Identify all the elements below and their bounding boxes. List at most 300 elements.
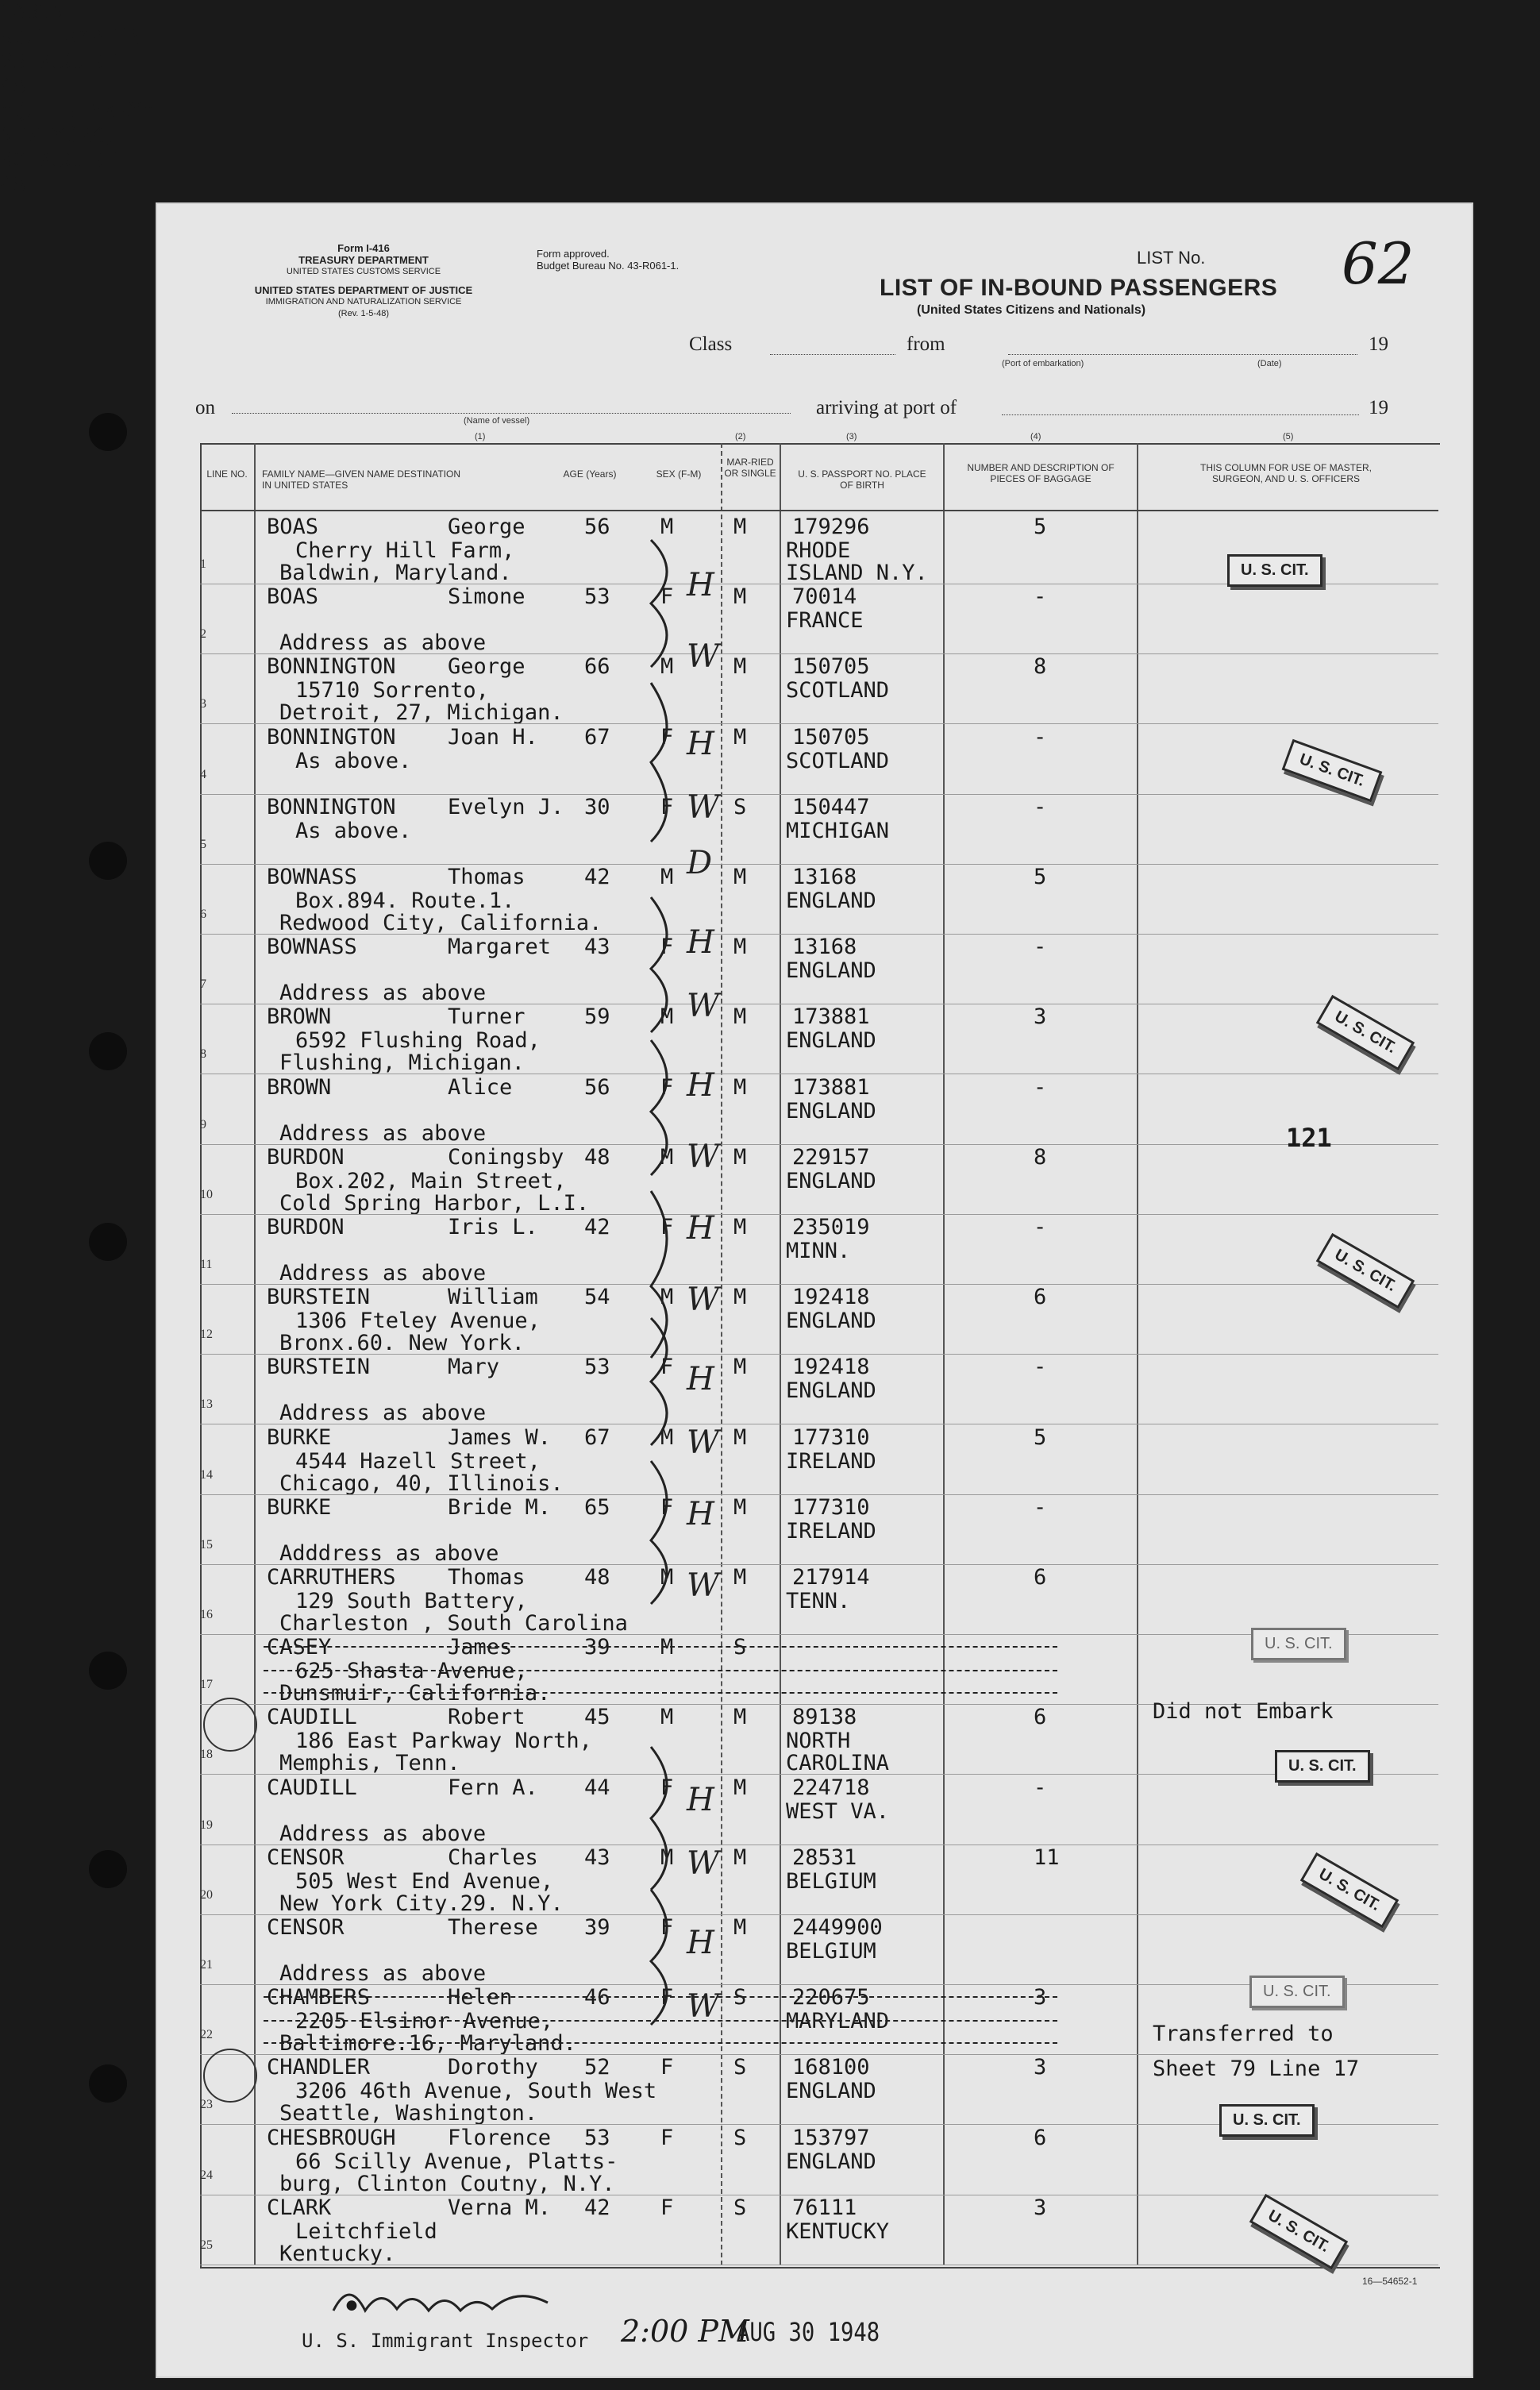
marital-status: M <box>733 1355 747 1380</box>
table-row <box>200 1285 1438 1355</box>
family-name: BOAS <box>267 584 319 610</box>
age: 67 <box>584 724 610 750</box>
family-name: CHANDLER <box>267 2055 371 2080</box>
passport-number: 13168 <box>792 865 857 889</box>
address-line-1: 129 South Battery, <box>295 1589 528 1613</box>
col-header-passport: U. S. PASSPORT NO. PLACE OF BIRTH <box>798 468 926 491</box>
inspector-label: U. S. Immigrant Inspector <box>302 2330 589 2352</box>
place-of-birth: ENGLAND <box>786 1378 876 1404</box>
sex: M <box>660 1845 674 1870</box>
place-of-birth: ENGLAND <box>786 889 876 913</box>
svg-text:H: H <box>687 1496 714 1532</box>
form-revision: (Rev. 1-5-48) <box>338 309 389 318</box>
class-value: CABIN <box>0 0 65 25</box>
svg-text:W: W <box>687 1988 720 2025</box>
did-not-embark-note: Did not Embark <box>1153 1699 1334 1724</box>
place-of-birth-2: CAROLINA <box>786 1751 890 1776</box>
col-header-sex: SEX (F-M) <box>656 468 702 480</box>
baggage-count: - <box>1034 1215 1047 1239</box>
given-name: James <box>448 1635 513 1660</box>
age: 56 <box>584 1074 610 1100</box>
age: 43 <box>584 1845 610 1870</box>
family-name: BURDON <box>267 1144 345 1170</box>
from-label: from <box>907 333 945 355</box>
table-row <box>200 1425 1438 1495</box>
marital-status: M <box>733 1144 747 1170</box>
address-line-1: 15710 Sorrento, <box>295 678 489 704</box>
table-row <box>200 935 1438 1004</box>
place-of-birth: ENGLAND <box>786 2149 876 2174</box>
arrival-year: 48. <box>0 172 39 197</box>
arrival-year-prefix: 19 <box>1369 397 1388 418</box>
place-of-birth: BELGIUM <box>786 1868 876 1894</box>
given-name: Helen <box>448 1985 513 2010</box>
family-name: BONNINGTON <box>267 794 396 819</box>
svg-text:H: H <box>687 1782 714 1818</box>
passport-number: 150705 <box>792 654 870 680</box>
place-of-birth: ENGLAND <box>786 1168 876 1193</box>
passport-number: 224718 <box>792 1775 870 1800</box>
transferred-note-1: Transferred to <box>1153 2022 1334 2046</box>
family-name: CAUDILL <box>267 1775 357 1800</box>
family-name: BROWN <box>267 1004 332 1030</box>
given-name: Charles <box>448 1845 538 1870</box>
sex: M <box>660 1144 674 1170</box>
address-line-2: Address as above <box>279 1961 487 1986</box>
given-name: Simone <box>448 584 526 610</box>
baggage-count: 3 <box>1034 2195 1047 2220</box>
given-name: Therese <box>448 1915 538 1940</box>
svg-text:W: W <box>687 1424 720 1461</box>
passport-number: 13168 <box>792 935 857 960</box>
passport-number: 150705 <box>792 724 870 750</box>
passport-number: 173881 <box>792 1004 870 1030</box>
given-name: Verna M. <box>448 2195 552 2220</box>
svg-text:H: H <box>687 1361 714 1397</box>
sex: F <box>660 1915 674 1940</box>
sex: F <box>660 1074 674 1100</box>
col-header-age: AGE (Years) <box>563 468 617 480</box>
embarkation-date: 25 AUGUST <box>0 49 117 74</box>
baggage-count: 3 <box>1034 1985 1047 2010</box>
given-name: Iris L. <box>448 1215 538 1239</box>
passport-number: 173881 <box>792 1074 870 1100</box>
address-line-1: 186 East Parkway North, <box>295 1729 592 1754</box>
age: 59 <box>584 1004 610 1030</box>
baggage-count: - <box>1034 1775 1047 1800</box>
binder-hole <box>89 1652 127 1690</box>
passport-number: 192418 <box>792 1355 870 1380</box>
place-of-birth: ENGLAND <box>786 1309 876 1334</box>
col-header-officers: THIS COLUMN FOR USE OF MASTER, SURGEON, AND U. S. OFFICERS <box>1199 462 1372 484</box>
strike-through-line <box>264 2042 1057 2044</box>
age: 66 <box>584 654 610 680</box>
sex: F <box>660 724 674 750</box>
age: 43 <box>584 935 610 960</box>
baggage-count: 6 <box>1034 1285 1047 1310</box>
line-number: 21 <box>200 1958 213 1972</box>
baggage-count: - <box>1034 794 1047 819</box>
given-name: Joan H. <box>448 724 538 750</box>
line-number: 14 <box>200 1467 213 1482</box>
place-of-birth: TENN. <box>786 1589 851 1613</box>
address-line-2: Seattle, Washington. <box>279 2101 538 2126</box>
line-number: 19 <box>200 1818 213 1832</box>
line-number: 2 <box>200 627 206 642</box>
address-line-2: Chicago, 40, Illinois. <box>279 1471 564 1496</box>
passport-number: 2449900 <box>792 1915 883 1940</box>
baggage-count: - <box>1034 935 1047 960</box>
sex: F <box>660 2125 674 2150</box>
line-number: 8 <box>200 1047 206 1062</box>
passport-number: 177310 <box>792 1424 870 1450</box>
baggage-count: 3 <box>1034 1004 1047 1030</box>
col-num-2: (2) <box>735 432 746 441</box>
given-name: George <box>448 515 526 539</box>
place-of-birth: MARYLAND <box>786 2009 890 2034</box>
line-number: 25 <box>200 2238 213 2252</box>
address-line-2: Memphis, Tenn. <box>279 1751 460 1776</box>
inspector-signature-scribble <box>325 2279 564 2326</box>
marital-status: S <box>733 1985 747 2010</box>
given-name: Turner <box>448 1004 526 1030</box>
age: 30 <box>584 794 610 819</box>
binder-hole <box>89 2064 127 2103</box>
svg-text:H: H <box>687 1067 714 1104</box>
place-of-birth: FRANCE <box>786 608 864 634</box>
address-line-1: Leitchfield <box>295 2218 437 2244</box>
given-name: Dorothy <box>448 2055 538 2080</box>
marital-status: M <box>733 1915 747 1940</box>
baggage-count: 5 <box>1034 865 1047 889</box>
table-row <box>200 1775 1438 1845</box>
date-caption: (Date) <box>1257 359 1282 368</box>
table-row <box>200 2195 1438 2265</box>
family-name: BURSTEIN <box>267 1285 371 1310</box>
us-cit-stamp: U. S. CIT. <box>1316 1233 1415 1309</box>
line-number: 12 <box>200 1328 213 1342</box>
table-row <box>200 1845 1438 1915</box>
sex: F <box>660 2195 674 2220</box>
marital-status: S <box>733 2055 747 2080</box>
given-name: James W. <box>448 1424 552 1450</box>
marital-status: M <box>733 1705 747 1730</box>
line-number: 18 <box>200 1748 213 1762</box>
sex: M <box>660 1565 674 1590</box>
place-of-birth: SCOTLAND <box>786 678 890 704</box>
table-row <box>200 1565 1438 1635</box>
given-name: Coningsby <box>448 1144 564 1170</box>
family-name: BOWNASS <box>267 935 357 960</box>
table-row <box>200 584 1438 654</box>
place-of-birth: RHODE <box>786 538 851 563</box>
address-line-2: New York City.29. N.Y. <box>279 1891 564 1916</box>
given-name: Florence <box>448 2125 552 2150</box>
address-line-2: Dunsmuir, California. <box>279 1681 551 1706</box>
line-number: 3 <box>200 697 206 711</box>
passport-number: 70014 <box>792 584 857 610</box>
svg-text:H: H <box>687 1925 714 1961</box>
on-label: on <box>195 397 215 418</box>
line-number: 10 <box>200 1187 213 1201</box>
sex: M <box>660 1285 674 1310</box>
given-name: Fern A. <box>448 1775 538 1800</box>
passport-number: 192418 <box>792 1285 870 1310</box>
table-row <box>200 725 1438 795</box>
table-row <box>200 1004 1438 1074</box>
address-line-1: As above. <box>295 818 412 843</box>
binder-hole <box>89 1032 127 1070</box>
us-cit-stamp: U. S. CIT. <box>1227 554 1322 587</box>
col-header-married: MAR-RIED OR SINGLE <box>724 457 776 479</box>
family-name: BURDON <box>267 1215 345 1239</box>
address-line-2: Redwood City, California. <box>279 911 603 935</box>
address-line-1: Box.894. Route.1. <box>295 889 515 913</box>
age: 45 <box>584 1705 610 1730</box>
passport-number: 235019 <box>792 1215 870 1239</box>
address-line-1: 66 Scilly Avenue, Platts- <box>295 2149 618 2174</box>
line-number: 20 <box>200 1887 213 1902</box>
baggage-count: 6 <box>1034 2125 1047 2150</box>
address-line-2: Charleston , South Carolina <box>279 1611 628 1636</box>
embark-year: 48. <box>0 74 39 98</box>
given-name: Mary <box>448 1355 500 1380</box>
sex: F <box>660 1215 674 1239</box>
line-number: 24 <box>200 2168 213 2182</box>
baggage-count: 5 <box>1034 515 1047 539</box>
family-name: CARRUTHERS <box>267 1565 396 1590</box>
passport-number: 153797 <box>792 2125 870 2150</box>
binder-hole <box>89 1223 127 1261</box>
table-row <box>200 1145 1438 1215</box>
sex: F <box>660 1985 674 2010</box>
marital-status: M <box>733 584 747 610</box>
address-line-1: As above. <box>295 748 412 773</box>
arrival-port: NEW YORK, <box>0 123 117 148</box>
given-name: William <box>448 1285 538 1310</box>
family-name: CLARK <box>267 2195 332 2220</box>
line-number: 6 <box>200 908 206 921</box>
baggage-count: - <box>1034 1074 1047 1100</box>
address-line-2: Detroit, 27, Michigan. <box>279 700 564 726</box>
svg-text:W: W <box>687 789 720 826</box>
budget-bureau: Budget Bureau No. 43-R061-1. <box>537 260 680 272</box>
port-of-embarkation: SOUTHAMPTON <box>0 25 142 49</box>
place-of-birth: MICHIGAN <box>786 818 890 843</box>
given-name: Thomas <box>448 1565 526 1590</box>
sex: M <box>660 654 674 680</box>
baggage-count: 5 <box>1034 1424 1047 1450</box>
address-line-1: 3206 46th Avenue, South West <box>295 2079 657 2104</box>
line-number: 22 <box>200 2028 213 2042</box>
place-of-birth: NORTH <box>786 1729 851 1754</box>
marital-status: M <box>733 1074 747 1100</box>
place-of-birth: ENGLAND <box>786 2079 876 2104</box>
svg-text:W: W <box>687 638 720 675</box>
table-row <box>200 1355 1438 1424</box>
address-line-1: 1306 Fteley Avenue, <box>295 1309 541 1334</box>
address-line-1: 6592 Flushing Road, <box>295 1028 541 1054</box>
address-line-2: Cold Spring Harbor, L.I. <box>279 1190 590 1216</box>
svg-text:W: W <box>687 1282 720 1318</box>
marital-status: M <box>733 1285 747 1310</box>
place-of-birth-2: ISLAND N.Y. <box>786 561 928 585</box>
marital-status: M <box>733 654 747 680</box>
form-approval <box>537 248 759 272</box>
given-name: Alice <box>448 1074 513 1100</box>
age: 53 <box>584 1355 610 1380</box>
marital-status: M <box>733 1004 747 1030</box>
col-header-baggage: NUMBER AND DESCRIPTION OF PIECES OF BAGGAGE <box>967 462 1115 484</box>
family-name: BROWN <box>267 1074 332 1100</box>
family-name: CHESBROUGH <box>267 2125 396 2150</box>
baggage-count: 11 <box>1034 1845 1060 1870</box>
table-row <box>200 865 1438 935</box>
age: 44 <box>584 1775 610 1800</box>
form-number: Form I-416 <box>337 242 390 254</box>
address-line-2: Bronx.60. New York. <box>279 1331 525 1356</box>
line-number: 15 <box>200 1537 213 1552</box>
line-number: 1 <box>200 557 206 571</box>
svg-text:H: H <box>687 726 714 762</box>
baggage-count: 3 <box>1034 2055 1047 2080</box>
transferred-note-2: Sheet 79 Line 17 <box>1153 2057 1360 2081</box>
marital-status: M <box>733 935 747 960</box>
list-number-label: LIST No. <box>1137 248 1206 268</box>
address-line-1: 625 Shasta Avenue, <box>295 1659 528 1684</box>
place-of-birth: IRELAND <box>786 1518 876 1544</box>
line-number: 4 <box>200 767 206 781</box>
age: 46 <box>584 1985 610 2010</box>
address-line-1: 4544 Hazell Street, <box>295 1448 541 1474</box>
marital-status: M <box>733 865 747 889</box>
us-cit-stamp: U. S. CIT. <box>1219 2104 1315 2137</box>
baggage-count: - <box>1034 584 1047 610</box>
family-name: BURSTEIN <box>267 1355 371 1380</box>
address-line-2: Baltimore.16, Maryland. <box>279 2031 576 2057</box>
address-line-1: 505 West End Avenue, <box>295 1868 554 1894</box>
svg-text:H: H <box>687 1210 714 1247</box>
inspector-signature: • <box>341 2287 362 2327</box>
age: 42 <box>584 865 610 889</box>
age: 54 <box>584 1285 610 1310</box>
col-header-line: LINE NO. <box>206 468 248 480</box>
place-of-birth: ENGLAND <box>786 1098 876 1124</box>
given-name: Thomas <box>448 865 526 889</box>
us-cit-stamp: U. S. CIT. <box>1251 1628 1346 1660</box>
baggage-count: - <box>1034 724 1047 750</box>
address-line-2: burg, Clinton Coutny, N.Y. <box>279 2171 615 2196</box>
us-cit-stamp: U. S. CIT. <box>1282 739 1382 802</box>
place-of-birth: ENGLAND <box>786 1028 876 1054</box>
family-name: BONNINGTON <box>267 654 396 680</box>
age: 56 <box>584 515 610 539</box>
col-header-name: FAMILY NAME—GIVEN NAME DESTINATION IN UNITED STATES <box>262 468 461 491</box>
embark-year-prefix: 19 <box>1369 333 1388 355</box>
passport-number: 150447 <box>792 794 870 819</box>
address-line-2: Address as above <box>279 1401 487 1426</box>
class-label: Class <box>689 333 733 355</box>
sex: F <box>660 1775 674 1800</box>
sex: M <box>660 1424 674 1450</box>
officer-number: 121 <box>1286 1123 1332 1153</box>
sex: M <box>660 1635 674 1660</box>
marital-status: M <box>733 1494 747 1520</box>
passport-number: 177310 <box>792 1494 870 1520</box>
circled-line-22 <box>203 2049 257 2103</box>
passport-number: 220675 <box>792 1985 870 2010</box>
passport-number: 179296 <box>792 515 870 539</box>
sex: F <box>660 935 674 960</box>
manifest-subtitle: (United States Citizens and Nationals) <box>917 303 1146 317</box>
arrival-date: 30 AUGUST <box>0 148 117 172</box>
sex: M <box>660 1705 674 1730</box>
given-name: Bride M. <box>448 1494 552 1520</box>
baggage-count: 8 <box>1034 654 1047 680</box>
age: 42 <box>584 1215 610 1239</box>
age: 53 <box>584 2125 610 2150</box>
port-caption: (Port of embarkation) <box>1002 359 1084 368</box>
table-row <box>200 654 1438 724</box>
marital-status: S <box>733 1635 747 1660</box>
age: 67 <box>584 1424 610 1450</box>
table-row <box>200 1075 1438 1145</box>
baggage-count: - <box>1034 1494 1047 1520</box>
family-name: CAUDILL <box>267 1705 357 1730</box>
list-number-handwritten: 62 <box>1342 230 1415 297</box>
line-number: 11 <box>200 1258 213 1271</box>
sex: M <box>660 515 674 539</box>
col-num-4: (4) <box>1030 432 1041 441</box>
binder-hole <box>89 1850 127 1888</box>
inspection-time: 2:00 PM <box>621 2314 749 2349</box>
line-number: 16 <box>200 1608 213 1621</box>
marital-status: S <box>733 794 747 819</box>
arriving-label: arriving at port of <box>816 397 957 418</box>
circled-line-17 <box>203 1698 257 1752</box>
address-line-2: Baldwin, Maryland. <box>279 561 512 585</box>
print-code: 16—54652-1 <box>1362 2276 1418 2287</box>
line-number: 5 <box>200 837 206 851</box>
family-name: BURKE <box>267 1424 332 1450</box>
address-line-2: Adddress as above <box>279 1540 499 1566</box>
inspection-bracket-marks <box>619 524 730 2033</box>
sex: F <box>660 2055 674 2080</box>
address-line-1: 2205 Elsinor Avenue, <box>295 2009 554 2034</box>
table-row <box>200 1495 1438 1565</box>
sex: F <box>660 584 674 610</box>
svg-text:W: W <box>687 1845 720 1882</box>
us-cit-stamp: U. S. CIT. <box>1249 2194 1348 2269</box>
us-cit-stamp: U. S. CIT. <box>1275 1750 1370 1783</box>
address-line-2: Address as above <box>279 630 487 656</box>
form-approved: Form approved. <box>537 248 610 260</box>
col-num-1: (1) <box>475 432 486 441</box>
us-cit-stamp: U. S. CIT. <box>1300 1852 1399 1928</box>
baggage-count: 6 <box>1034 1705 1047 1730</box>
svg-text:H: H <box>687 924 714 961</box>
address-line-2: Flushing, Michigan. <box>279 1050 525 1076</box>
given-name: Margaret <box>448 935 552 960</box>
table-row <box>200 1215 1438 1285</box>
place-of-birth: BELGIUM <box>786 1939 876 1964</box>
age: 39 <box>584 1915 610 1940</box>
passport-number: 168100 <box>792 2055 870 2080</box>
place-of-birth: IRELAND <box>786 1448 876 1474</box>
vessel-caption: (Name of vessel) <box>464 416 530 426</box>
sex: F <box>660 1494 674 1520</box>
family-name: CENSOR <box>267 1845 345 1870</box>
